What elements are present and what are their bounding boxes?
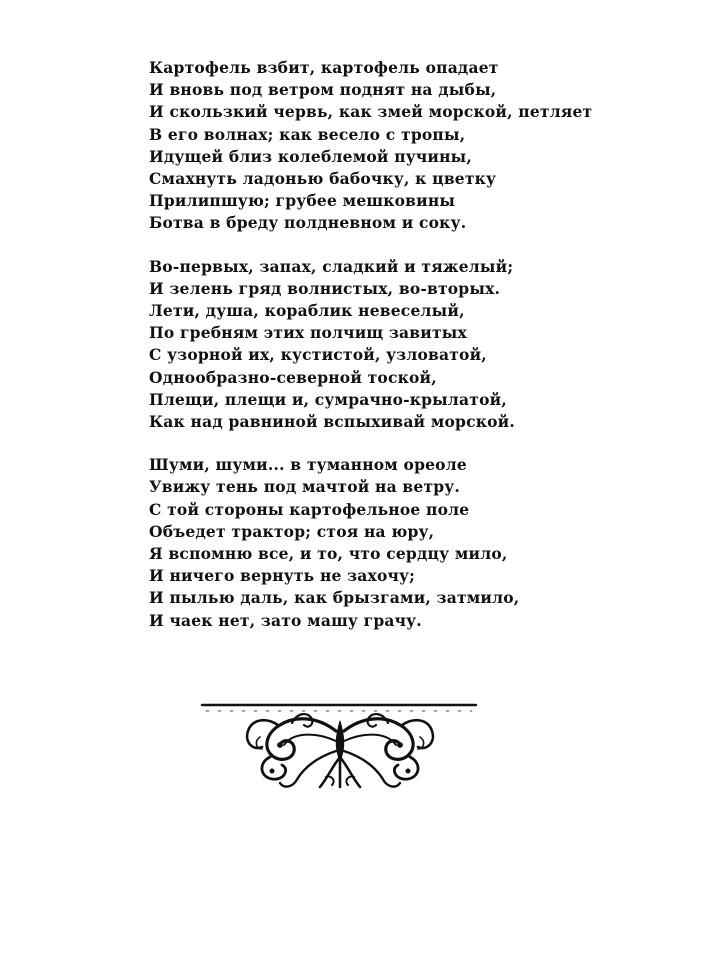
- poem-line: И ничего вернуть не захочу;: [149, 566, 416, 586]
- poem-line: Увижу тень под мачтой на ветру.: [149, 477, 461, 497]
- poem-line: И вновь под ветром поднят на дыбы,: [149, 80, 497, 100]
- poem-line: И пылью даль, как брызгами, затмило,: [149, 588, 520, 608]
- poem-line: Однообразно-северной тоской,: [149, 367, 437, 387]
- poem-line: Я вспомню все, и то, что сердцу мило,: [149, 544, 508, 564]
- poem-line: Как над равниной вспыхивай морской.: [149, 412, 515, 432]
- poem-line: С той стороны картофельное поле: [149, 499, 470, 519]
- stanza-3: [149, 454, 629, 632]
- poem-line: Объедет трактор; стоя на юру,: [149, 521, 435, 541]
- poem-line: Лети, душа, кораблик невеселый,: [149, 301, 465, 321]
- poem-line: Идущей близ колеблемой пучины,: [149, 146, 473, 166]
- stanza-1: [149, 57, 629, 235]
- poem-line: Картофель взбит, картофель опадает: [149, 58, 499, 77]
- poem-line: Смахнуть ладонью бабочку, к цветку: [149, 169, 497, 189]
- poem-line: По гребням этих полчищ завитых: [149, 323, 467, 343]
- poem-line: С узорной их, кустистой, узловатой,: [149, 345, 487, 365]
- poem-line: И чаек нет, зато машу грачу.: [149, 610, 422, 630]
- poem-line: Прилипшую; грубее мешковины: [149, 191, 456, 211]
- poem-line: И зелень гряд волнистых, во-вторых.: [149, 278, 501, 298]
- poem-line: И скользкий червь, как змей морской, петляет: [149, 102, 593, 122]
- poem-line: Ботва в бреду полдневном и соку.: [149, 213, 467, 233]
- poem: [149, 57, 629, 653]
- poem-line: Во-первых, запах, сладкий и тяжелый;: [149, 256, 514, 276]
- poem-line: Шуми, шуми... в туманном ореоле: [149, 455, 467, 475]
- stanza-2: [149, 256, 629, 434]
- poem-line: Плещи, плещи и, сумрачно-крылатой,: [149, 389, 507, 409]
- poem-line: В его волнах; как весело с тропы,: [149, 124, 466, 144]
- scroll-ornament-icon: [200, 701, 480, 796]
